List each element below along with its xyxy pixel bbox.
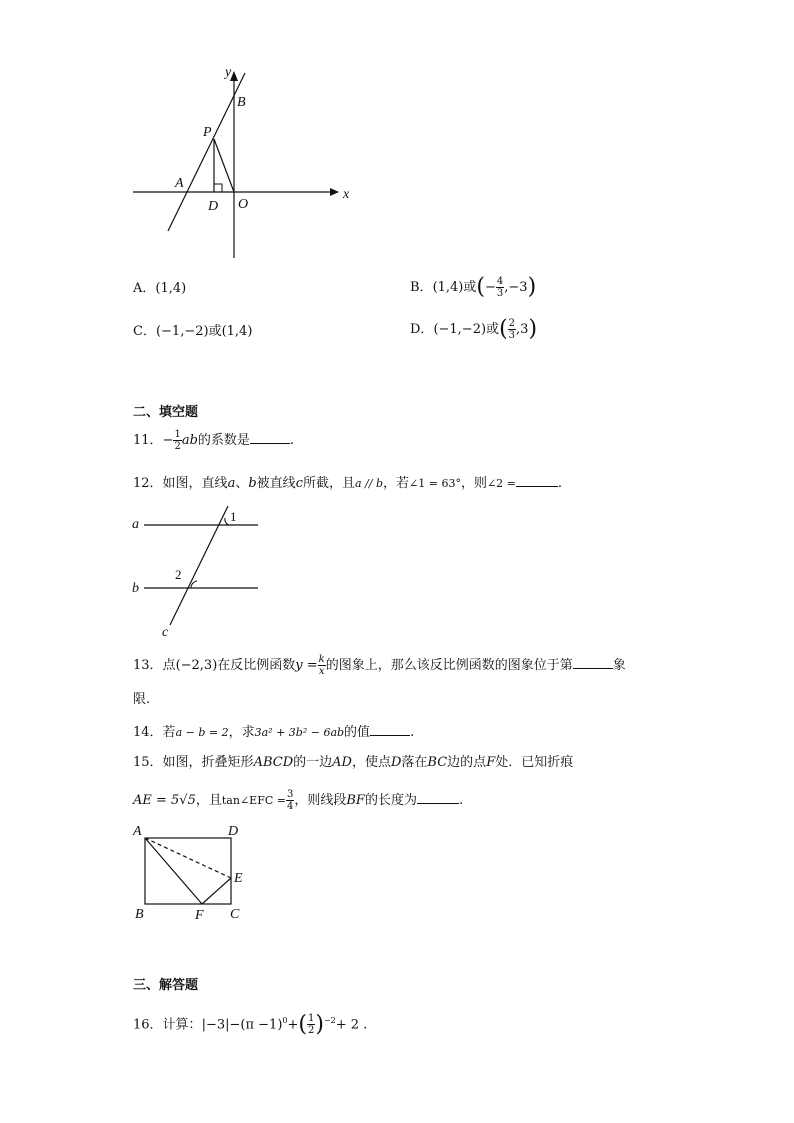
answer-blank[interactable] [417,791,459,804]
fraction: $\frac{4}{3}$ [496,276,504,299]
label-p: P [203,125,212,140]
option-a[interactable]: A．(1,4) [133,281,187,296]
figure-coordinate-plane [125,60,365,265]
segment-af [145,838,202,904]
answer-blank[interactable] [573,656,613,669]
label-1: 1 [230,509,237,524]
angle-2-arc [191,581,197,588]
question-15-line2: AE = 5√5，且tan∠EFC = $\frac{3}{4}$ ，则线段BF的长度为 . [133,789,464,812]
question-16: 16．计算：$|-3|-(\pi -1)^0+$( $\frac{1}{2}$ )$^{-2}$+ 2 . [133,1011,368,1037]
label-f: F [195,908,204,923]
label-e: E [234,871,243,886]
fraction: $\frac{k}{x}$ [318,654,325,677]
fraction: $\frac{1}{2}$ [174,429,181,452]
figure-parallel-lines [125,503,270,643]
label-d: D [208,199,219,214]
figure-folded-rectangle [128,820,268,925]
question-13-line2: 限. [133,692,151,707]
label-d: D [228,824,239,839]
rectangle-abcd [145,838,231,904]
answer-blank[interactable] [250,431,290,444]
label-2: 2 [175,567,182,582]
label-a: A [133,824,142,839]
option-b[interactable]: B．(1,4)或(− $\frac{4}{3}$ ,−3) [410,274,537,300]
segment-fe [202,878,231,904]
section-title-solutions: 三、解答题 [133,978,199,993]
fraction: $\frac{1}{2}$ [307,1013,315,1037]
fold-line-ae [145,838,231,878]
option-c[interactable]: C．(−1,−2)或(1,4) [133,324,253,339]
label-o: O [238,197,249,212]
line-c [170,506,228,625]
answer-blank[interactable] [370,723,410,736]
fraction: $\frac{2}{3}$ [508,318,516,341]
right-angle-mark [214,184,222,192]
label-b: B [237,95,246,110]
question-11: 11．− $\frac{1}{2}$ ab的系数是 . [133,429,295,452]
label-y: y [225,65,232,80]
answer-blank[interactable] [516,474,558,487]
question-12: 12．如图，直线a、b被直线c所截，且a // b，若∠1 = 63°，则∠2 = . [133,476,563,491]
label-b: b [132,581,139,596]
angle-1-arc [225,518,229,525]
question-14: 14．若a − b = 2，求3a² + 3b² − 6ab的值 . [133,725,415,740]
x-axis-arrow-icon [330,188,339,196]
label-c: C [230,907,240,922]
label-x: x [343,187,350,202]
label-c: c [162,625,169,640]
label-a: A [175,176,184,191]
section-title-fill-in: 二、填空题 [133,405,199,420]
question-15: 15．如图，折叠矩形ABCD的一边AD，使点D落在BC边的点F处．已知折痕 [133,755,574,770]
option-d[interactable]: D．(−1,−2)或( $\frac{2}{3}$ ,3) [410,316,538,342]
label-b: B [135,907,144,922]
question-13: 13．点(−2,3)在反比例函数y = $\frac{k}{x}$ 的图象上，那么该反比例函数的图象位于第 象 [133,654,626,677]
fraction: $\frac{3}{4}$ [286,789,294,812]
label-a: a [132,517,139,532]
